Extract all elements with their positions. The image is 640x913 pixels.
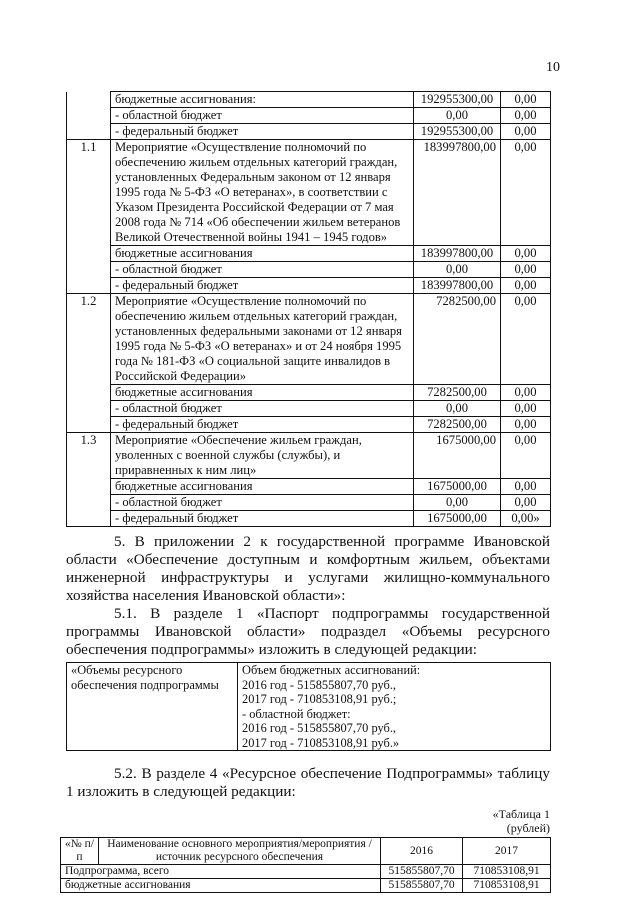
row-description: - федеральный бюджет bbox=[111, 511, 414, 527]
row-value-2017: 0,00 bbox=[501, 479, 551, 495]
row-description: Мероприятие «Осуществление полномочий по обеспечению жильем отдельных категорий граждан, установленных федеральными законами от 12 января 1995 года № 5-ФЗ «О ветеранах» и от 24 ноября 1995 года № 181-ФЗ «О социальной защите инвалидов в Российской Федерации» bbox=[111, 294, 414, 385]
row-description: - федеральный бюджет bbox=[111, 278, 414, 294]
table-row bbox=[67, 495, 551, 511]
row-value-2016: 0,00 bbox=[414, 262, 501, 278]
row-value-2017: 0,00 bbox=[501, 417, 551, 433]
row-number bbox=[67, 495, 111, 511]
row-value-2016: 0,00 bbox=[414, 401, 501, 417]
row-number bbox=[67, 479, 111, 495]
resource-line: 2017 год - 710853108,91 руб.; bbox=[242, 692, 397, 706]
table-row bbox=[67, 479, 551, 495]
row-value-2017: 0,00 bbox=[501, 124, 551, 140]
row-value-2017: 0,00 bbox=[501, 495, 551, 511]
resource-volume-label: «Объемы ресурсного обеспечения подпрограммы bbox=[67, 663, 238, 751]
table-row bbox=[67, 385, 551, 401]
row-description: - областной бюджет bbox=[111, 495, 414, 511]
row-name: Подпрограмма, всего bbox=[61, 865, 381, 879]
row-name: бюджетные ассигнования bbox=[61, 879, 381, 893]
row-value-2016: 183997800,00 bbox=[414, 246, 501, 262]
row-description: Мероприятие «Осуществление полномочий по обеспечению жильем отдельных категорий граждан, установленных Федеральным законом от 12 января 1995 года № 5-ФЗ «О ветеранах», в соответствии с Указом Президента Российской Федерации от 7 мая 2008 года № 714 «Об обеспечении жильем ветеранов Великой Отечественной войны 1941 – 1945 годов» bbox=[111, 140, 414, 246]
table-row bbox=[67, 246, 551, 262]
row-value-2017: 0,00 bbox=[501, 433, 551, 479]
funding-table bbox=[66, 91, 551, 527]
row-2016: 515855807,70 bbox=[381, 865, 463, 879]
row-description: - федеральный бюджет bbox=[111, 124, 414, 140]
resource-line: 2016 год - 515855807,70 руб., bbox=[242, 677, 397, 692]
table-row bbox=[67, 278, 551, 294]
table-units: (рублей) bbox=[506, 821, 550, 835]
row-number bbox=[67, 262, 111, 278]
table-row bbox=[67, 92, 551, 108]
row-number: 1.1 bbox=[67, 140, 111, 246]
row-value-2016: 1675000,00 bbox=[414, 479, 501, 495]
row-value-2017: 0,00 bbox=[501, 92, 551, 108]
row-description: Мероприятие «Обеспечение жильем граждан, уволенных с военной службы (службы), и приравненных к ним лиц» bbox=[111, 433, 414, 479]
row-value-2016: 192955300,00 bbox=[414, 92, 501, 108]
paragraph-5-1: 5.1. В разделе 1 «Паспорт подпрограммы государственной программы Ивановской области» подраздел «Объемы ресурсного обеспечения подпрограммы» изложить в следующей редакции: bbox=[66, 605, 550, 658]
row-number bbox=[67, 511, 111, 527]
row-value-2016: 7282500,00 bbox=[414, 385, 501, 401]
row-2017: 710853108,91 bbox=[463, 865, 551, 879]
table-row bbox=[67, 401, 551, 417]
row-2017: 710853108,91 bbox=[463, 879, 551, 893]
row-number bbox=[67, 417, 111, 433]
row-number: 1.2 bbox=[67, 294, 111, 385]
table-row bbox=[67, 108, 551, 124]
paragraph-5: 5. В приложении 2 к государственной программе Ивановской области «Обеспечение доступным и комфортным жильем, объектами инженерной инфраструктуры и услугами жилищно-коммунального хозяйства населения Ивановской области»: bbox=[66, 533, 550, 604]
resource-line: - областной бюджет: bbox=[242, 706, 351, 721]
header-number: «№ п/п bbox=[61, 838, 99, 865]
table-row bbox=[67, 124, 551, 140]
table-row bbox=[67, 262, 551, 278]
row-description: бюджетные ассигнования bbox=[111, 246, 414, 262]
page-number: 10 bbox=[546, 60, 560, 75]
row-value-2016: 183997800,00 bbox=[414, 140, 501, 246]
row-description: бюджетные ассигнования bbox=[111, 385, 414, 401]
row-value-2017: 0,00» bbox=[501, 511, 551, 527]
row-number bbox=[67, 246, 111, 262]
row-value-2017: 0,00 bbox=[501, 294, 551, 385]
row-value-2017: 0,00 bbox=[501, 262, 551, 278]
table-row bbox=[67, 140, 551, 246]
row-description: бюджетные ассигнования: bbox=[111, 92, 414, 108]
row-number bbox=[67, 92, 111, 108]
header-2016: 2016 bbox=[381, 838, 463, 865]
row-value-2017: 0,00 bbox=[501, 401, 551, 417]
row-value-2016: 183997800,00 bbox=[414, 278, 501, 294]
row-value-2016: 192955300,00 bbox=[414, 124, 501, 140]
row-number bbox=[67, 124, 111, 140]
table-row bbox=[67, 511, 551, 527]
resource-line: 2017 год - 710853108,91 руб.» bbox=[242, 735, 400, 750]
header-2017: 2017 bbox=[463, 838, 551, 865]
row-number bbox=[67, 385, 111, 401]
row-number: 1.3 bbox=[67, 433, 111, 479]
header-name: Наименование основного мероприятия/мероприятия /источник ресурсного обеспечения bbox=[99, 838, 381, 865]
resource-volume-table bbox=[66, 662, 551, 751]
row-value-2016: 0,00 bbox=[414, 108, 501, 124]
row-description: - федеральный бюджет bbox=[111, 417, 414, 433]
row-value-2016: 1675000,00 bbox=[414, 433, 501, 479]
paragraph-5-2: 5.2. В разделе 4 «Ресурсное обеспечение Подпрограммы» таблицу 1 изложить в следующей редакции: bbox=[66, 765, 550, 800]
table-row bbox=[67, 417, 551, 433]
row-description: бюджетные ассигнования bbox=[111, 479, 414, 495]
row-number bbox=[67, 401, 111, 417]
table-row bbox=[67, 433, 551, 479]
row-value-2016: 7282500,00 bbox=[414, 294, 501, 385]
row-2016: 515855807,70 bbox=[381, 879, 463, 893]
row-value-2017: 0,00 bbox=[501, 140, 551, 246]
row-value-2017: 0,00 bbox=[501, 278, 551, 294]
row-value-2016: 7282500,00 bbox=[414, 417, 501, 433]
row-value-2017: 0,00 bbox=[501, 108, 551, 124]
row-value-2016: 0,00 bbox=[414, 495, 501, 511]
table-row bbox=[67, 294, 551, 385]
row-value-2016: 1675000,00 bbox=[414, 511, 501, 527]
resource-line: 2016 год - 515855807,70 руб., bbox=[242, 721, 397, 735]
row-description: - областной бюджет bbox=[111, 262, 414, 278]
row-number bbox=[67, 278, 111, 294]
row-number bbox=[67, 108, 111, 124]
row-description: - областной бюджет bbox=[111, 401, 414, 417]
resource-line: Объем бюджетных ассигнований: bbox=[242, 663, 421, 677]
row-description: - областной бюджет bbox=[111, 108, 414, 124]
row-value-2017: 0,00 bbox=[501, 246, 551, 262]
table-caption: «Таблица 1 bbox=[492, 807, 550, 821]
row-value-2017: 0,00 bbox=[501, 385, 551, 401]
resource-table-1 bbox=[60, 837, 551, 893]
